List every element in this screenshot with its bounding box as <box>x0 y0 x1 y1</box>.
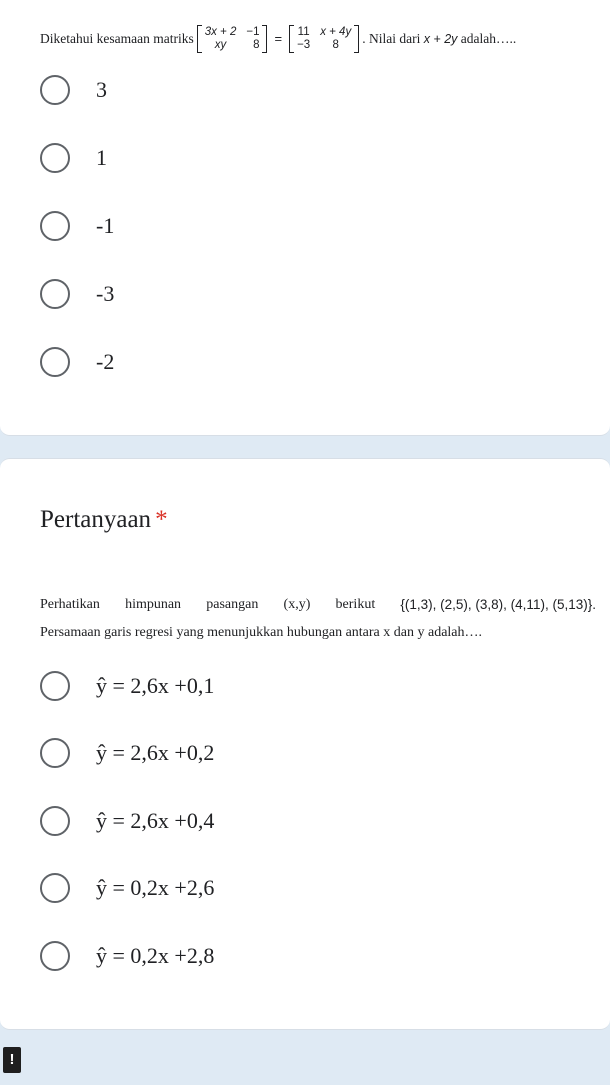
option-label: 1 <box>96 145 107 170</box>
radio-button[interactable] <box>40 738 70 768</box>
radio-button[interactable] <box>40 279 70 309</box>
matrix-left-cell: xy <box>214 39 227 51</box>
question-2-word: (x,y) <box>283 597 311 612</box>
question-2-word: pasangan <box>206 597 259 612</box>
option-2-5[interactable] <box>40 940 214 972</box>
option-label: 3 <box>96 77 107 102</box>
equals-sign: = <box>274 31 283 46</box>
question-2-title-text: Pertanyaan <box>40 506 152 533</box>
option-label: -2 <box>96 349 115 374</box>
question-2-word: berikut <box>335 597 376 612</box>
question-1-prefix: Diketahui kesamaan matriks <box>40 31 194 46</box>
option-2-3[interactable] <box>40 805 214 837</box>
matrix-right-cell: x + 4y <box>320 26 352 38</box>
option-label: ŷ = 2,6x +0,1 <box>96 673 215 698</box>
question-2-word: Perhatikan <box>40 597 100 612</box>
matrix-right-cell: 8 <box>332 39 339 51</box>
radio-button[interactable] <box>40 941 70 971</box>
option-label: -1 <box>96 213 115 238</box>
option-1-3[interactable] <box>40 210 114 242</box>
radio-button[interactable] <box>40 211 70 241</box>
matrix-right <box>289 25 359 53</box>
radio-button[interactable] <box>40 671 70 701</box>
option-2-2[interactable] <box>40 737 214 769</box>
option-label: ŷ = 2,6x +0,2 <box>96 740 215 765</box>
option-2-1[interactable] <box>40 670 214 702</box>
question-2-data-set: {(1,3), (2,5), (3,8), (4,11), (5,13)}. <box>400 597 596 612</box>
question-card-1 <box>0 0 610 436</box>
question-2-word: himpunan <box>125 597 182 612</box>
question-1-expression: x + 2y <box>423 32 458 46</box>
radio-button[interactable] <box>40 806 70 836</box>
radio-button[interactable] <box>40 873 70 903</box>
option-1-2[interactable] <box>40 142 107 174</box>
radio-button[interactable] <box>40 143 70 173</box>
matrix-left-cell: −1 <box>246 26 260 38</box>
question-1-suffix-end: adalah….. <box>457 31 517 46</box>
option-1-1[interactable] <box>40 74 107 106</box>
option-label: -3 <box>96 281 115 306</box>
matrix-right-cell: −3 <box>297 39 311 51</box>
question-1-suffix: . Nilai dari <box>362 31 424 46</box>
required-asterisk: * <box>155 506 168 533</box>
option-label: ŷ = 2,6x +0,4 <box>96 808 215 833</box>
question-2-line-1 <box>40 595 596 615</box>
question-2-line-2: Persamaan garis regresi yang menunjukkan hubungan antara x dan y adalah…. <box>40 625 483 640</box>
alert-badge[interactable]: ! <box>3 1047 21 1073</box>
question-1-text <box>40 22 600 56</box>
matrix-left <box>197 25 268 53</box>
radio-button[interactable] <box>40 347 70 377</box>
option-label: ŷ = 0,2x +2,6 <box>96 875 215 900</box>
option-label: ŷ = 0,2x +2,8 <box>96 943 215 968</box>
question-2-title <box>40 505 168 535</box>
radio-button[interactable] <box>40 75 70 105</box>
matrix-left-cell: 8 <box>253 39 260 51</box>
option-1-5[interactable] <box>40 346 114 378</box>
option-2-4[interactable] <box>40 872 214 904</box>
matrix-left-cell: 3x + 2 <box>204 26 237 38</box>
matrix-right-cell: 11 <box>297 26 310 38</box>
option-1-4[interactable] <box>40 278 114 310</box>
